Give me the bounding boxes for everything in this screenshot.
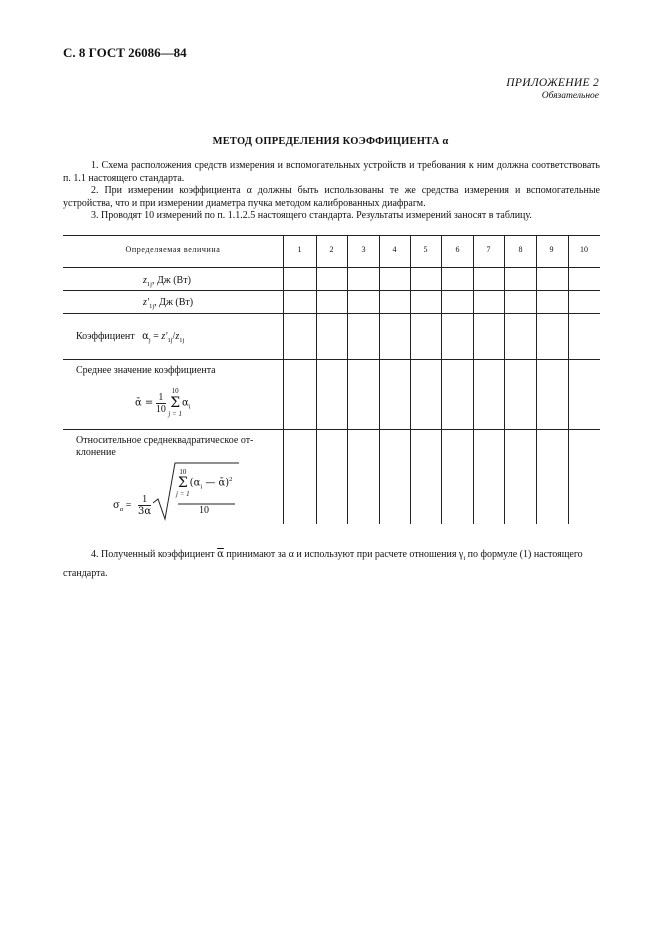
table-header-label: Определяемая величина <box>125 245 221 254</box>
page-header: С. 8 ГОСТ 26086—84 <box>63 45 187 60</box>
column-header: 3 <box>361 245 366 254</box>
column-header: 4 <box>392 245 397 254</box>
paragraph-1: 1. Схема расположения средств измерения и вспомогательных устройств и требования к ним должна соответствовать п. 1.1 настоящего стандарта. <box>63 160 600 184</box>
row-mean-label: Среднее значение коэффициента <box>76 365 216 376</box>
paragraph-3: 3. Проводят 10 измерений по п. 1.1.2.5 настоящего стандарта. Результаты измерений заносят в таблицу. <box>91 210 532 221</box>
column-header: 8 <box>518 245 523 254</box>
column-header: 1 <box>297 245 302 254</box>
row-z1j: $z_{1j}$, Дж (Вт) <box>143 275 191 288</box>
row-deviation-label: Относительное среднеквадратическое от- клонение <box>76 435 254 458</box>
column-header: 2 <box>329 245 334 254</box>
mean-formula: ᾱ = $\frac{1}{10}$ 10 Σ j = 1 $\alpha_i$ <box>135 387 191 418</box>
paragraph-4: 4. Полученный коэффициент $\overline{\alpha}$ принимают за α и используют при расчете отношения $\gamma_i$ по формуле (1) настоящего стандарта. <box>63 549 583 579</box>
column-header: 9 <box>549 245 554 254</box>
column-header: 10 <box>580 245 588 254</box>
section-title: МЕТОД ОПРЕДЕЛЕНИЯ КОЭФФИЦИЕНТА α <box>212 136 449 147</box>
appendix-subtitle: Обязательное <box>541 91 599 101</box>
column-header: 7 <box>486 245 491 254</box>
measurement-table <box>63 235 600 524</box>
sigma-fraction: $\frac{1}{3\alpha}$ <box>138 494 152 517</box>
appendix-title: ПРИЛОЖЕНИЕ 2 <box>506 77 599 89</box>
row-z1j-prime: $z'_{1j}$, Дж (Вт) <box>143 297 194 310</box>
paragraph-2: 2. При измерении коэффициента α должны быть использованы те же средства измерения и вспомогательные устройства, что и при измерении диаметра пучка методом калиброванных диафрагм. <box>63 185 600 209</box>
row-coefficient: Коэффициент $\alpha_j = z'_{1j}/z_{1j}$ <box>76 331 185 344</box>
column-header: 5 <box>423 245 428 254</box>
sqrt-denominator: 10 <box>199 505 209 516</box>
column-header: 6 <box>455 245 460 254</box>
sqrt-numerator: 10 Σ j = 1 ($\alpha_i$ — ᾱ)$^2$ <box>176 468 233 498</box>
sigma-lhs: $\sigma_\alpha$ = <box>113 500 132 513</box>
